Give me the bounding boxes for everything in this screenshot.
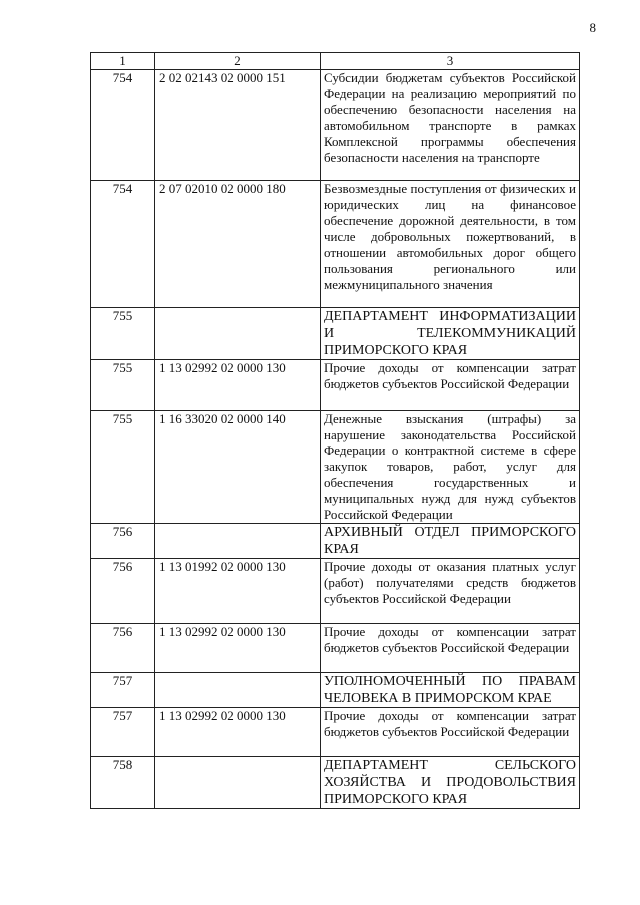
admin-code-cell: 755: [91, 308, 155, 360]
admin-code-cell: 754: [91, 70, 155, 181]
admin-code-cell: 756: [91, 624, 155, 673]
description-cell: Прочие доходы от компенсации затрат бюджетов субъектов Российской Федерации: [321, 360, 580, 411]
description-cell: Прочие доходы от компенсации затрат бюджетов субъектов Российской Федерации: [321, 708, 580, 757]
description-cell: Денежные взыскания (штрафы) за нарушение законодательства Российской Федерации о контрактной системе в сфере закупок товаров, работ, услуг для обеспечения государственных и муниципальных нужд для нужд субъектов Российской Федерации: [321, 411, 580, 524]
admin-code-cell: 754: [91, 181, 155, 308]
admin-code-cell: 756: [91, 524, 155, 559]
admin-code-cell: 755: [91, 411, 155, 524]
table-row: [91, 624, 580, 673]
table-row: [91, 757, 580, 809]
department-heading-cell: УПОЛНОМОЧЕННЫЙ ПО ПРАВАМ ЧЕЛОВЕКА В ПРИМОРСКОМ КРАЕ: [321, 673, 580, 708]
department-heading-cell: АРХИВНЫЙ ОТДЕЛ ПРИМОРСКОГО КРАЯ: [321, 524, 580, 559]
table-row: [91, 411, 580, 524]
revenue-code-cell: 1 13 02992 02 0000 130: [155, 360, 321, 411]
description-cell: Безвозмездные поступления от физических и юридических лиц на финансовое обеспечение дорожной деятельности, в том числе добровольных пожертвований, в отношении автомобильных дорог общего пользования регионального или межмуниципального значения: [321, 181, 580, 308]
column-header-2: 2: [155, 53, 321, 70]
table-row: [91, 360, 580, 411]
admin-code-cell: 758: [91, 757, 155, 809]
page-number: 8: [589, 20, 596, 35]
table-row: [91, 708, 580, 757]
table-row: [91, 524, 580, 559]
column-header-1: 1: [91, 53, 155, 70]
revenue-code-cell: 1 13 01992 02 0000 130: [155, 559, 321, 624]
department-heading-cell: ДЕПАРТАМЕНТ ИНФОРМАТИЗАЦИИ И ТЕЛЕКОММУНИКАЦИЙ ПРИМОРСКОГО КРАЯ: [321, 308, 580, 360]
table-row: [91, 559, 580, 624]
table-row: [91, 181, 580, 308]
revenue-code-cell: 1 13 02992 02 0000 130: [155, 708, 321, 757]
revenue-code-cell: [155, 673, 321, 708]
column-header-3: 3: [321, 53, 580, 70]
budget-codes-table: [90, 52, 580, 809]
revenue-code-cell: [155, 757, 321, 809]
revenue-code-cell: [155, 308, 321, 360]
admin-code-cell: 757: [91, 673, 155, 708]
revenue-code-cell: 1 13 02992 02 0000 130: [155, 624, 321, 673]
revenue-code-cell: 1 16 33020 02 0000 140: [155, 411, 321, 524]
revenue-code-cell: 2 07 02010 02 0000 180: [155, 181, 321, 308]
table-row: [91, 308, 580, 360]
admin-code-cell: 757: [91, 708, 155, 757]
revenue-code-cell: [155, 524, 321, 559]
admin-code-cell: 755: [91, 360, 155, 411]
table-row: [91, 70, 580, 181]
table-header-row: [91, 53, 580, 70]
description-cell: Прочие доходы от оказания платных услуг (работ) получателями средств бюджетов субъектов Российской Федерации: [321, 559, 580, 624]
description-cell: Субсидии бюджетам субъектов Российской Федерации на реализацию мероприятий по обеспечению безопасности населения на автомобильном транспорте в рамках Комплексной программы обеспечения безопасности населения на транспорте: [321, 70, 580, 181]
department-heading-cell: ДЕПАРТАМЕНТ СЕЛЬСКОГО ХОЗЯЙСТВА И ПРОДОВОЛЬСТВИЯ ПРИМОРСКОГО КРАЯ: [321, 757, 580, 809]
table-row: [91, 673, 580, 708]
description-cell: Прочие доходы от компенсации затрат бюджетов субъектов Российской Федерации: [321, 624, 580, 673]
admin-code-cell: 756: [91, 559, 155, 624]
revenue-code-cell: 2 02 02143 02 0000 151: [155, 70, 321, 181]
